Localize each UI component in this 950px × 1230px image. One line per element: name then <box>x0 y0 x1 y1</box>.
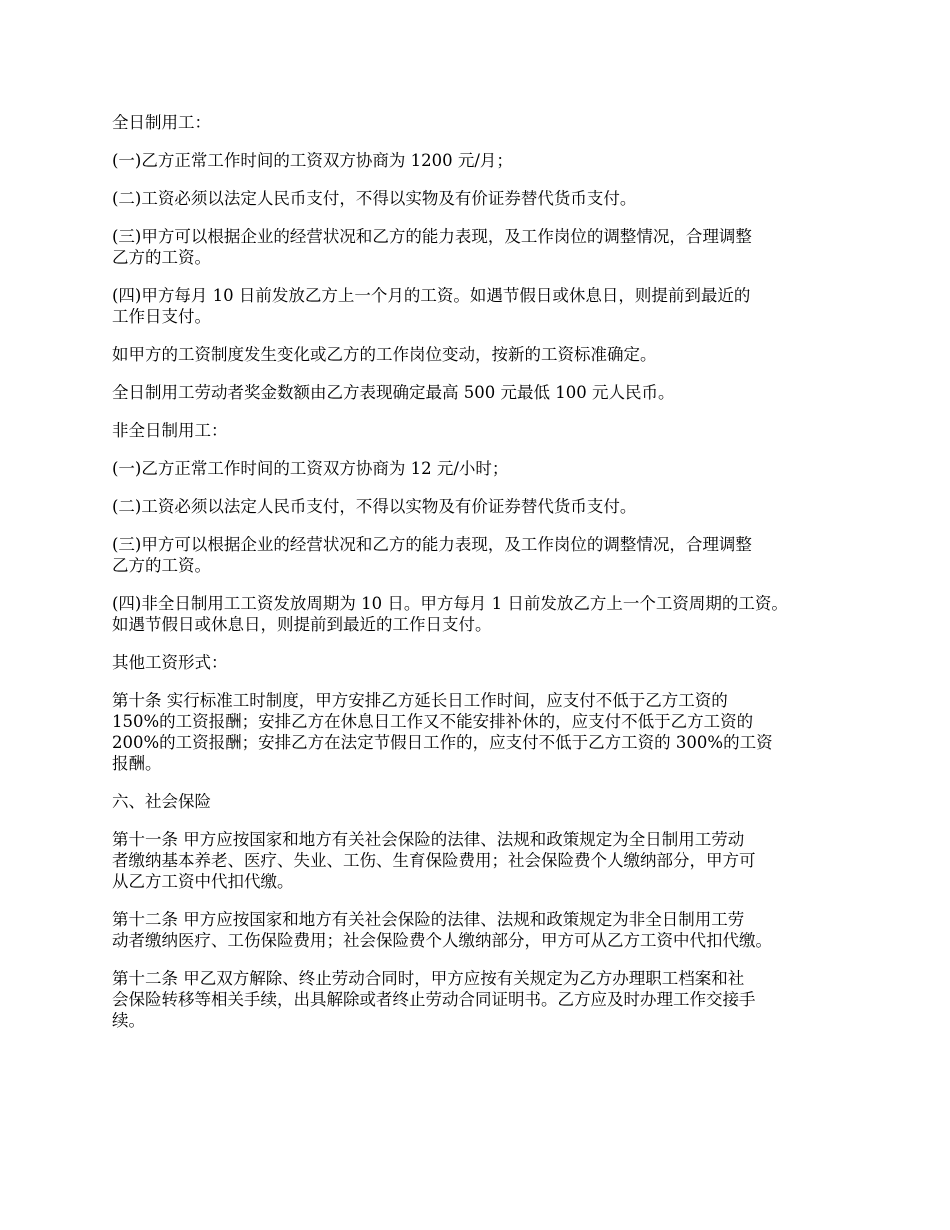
paragraph-p10 <box>112 496 840 517</box>
paragraph-p17 <box>112 909 840 951</box>
paragraph-line: (三)甲方可以根据企业的经营状况和乙方的能力表现，及工作岗位的调整情况，合理调整 <box>112 535 752 554</box>
paragraph-p1 <box>112 112 840 133</box>
paragraph-line: 续。 <box>112 1011 145 1030</box>
paragraph-line: 六、社会保险 <box>112 792 211 811</box>
paragraph-p2 <box>112 150 840 171</box>
paragraph-line: (三)甲方可以根据企业的经营状况和乙方的能力表现，及工作岗位的调整情况，合理调整 <box>112 227 752 246</box>
paragraph-line: (四)甲方每月 10 日前发放乙方上一个月的工资。如遇节假日或休息日，则提前到最近的 <box>112 286 751 305</box>
paragraph-p14 <box>112 690 840 774</box>
paragraph-p12 <box>112 593 840 635</box>
paragraph-p6 <box>112 344 840 365</box>
paragraph-line: (四)非全日制用工工资发放周期为 10 日。甲方每月 1 日前发放乙方上一个工资周期的工资。 <box>112 594 788 613</box>
paragraph-p9 <box>112 458 840 479</box>
paragraph-line: 全日制用工： <box>112 113 211 132</box>
paragraph-line: 报酬。 <box>112 754 162 773</box>
paragraph-p5 <box>112 285 840 327</box>
paragraph-line: (二)工资必须以法定人民币支付，不得以实物及有价证券替代货币支付。 <box>112 497 637 516</box>
paragraph-p15 <box>112 791 840 812</box>
paragraph-line: 全日制用工劳动者奖金数额由乙方表现确定最高 500 元最低 100 元人民币。 <box>112 383 675 402</box>
paragraph-p8 <box>112 420 840 441</box>
paragraph-p11 <box>112 534 840 576</box>
paragraph-line: 150%的工资报酬；安排乙方在休息日工作又不能安排补休的，应支付不低于乙方工资的 <box>112 712 754 731</box>
paragraph-line: 会保险转移等相关手续，出具解除或者终止劳动合同证明书。乙方应及时办理工作交接手 <box>112 990 756 1009</box>
paragraph-line: 第十条 实行标准工时制度，甲方安排乙方延长日工作时间，应支付不低于乙方工资的 <box>112 691 728 710</box>
paragraph-p7 <box>112 382 840 403</box>
paragraph-line: 第十一条 甲方应按国家和地方有关社会保险的法律、法规和政策规定为全日制用工劳动 <box>112 830 745 849</box>
paragraph-line: 第十二条 甲乙双方解除、终止劳动合同时，甲方应按有关规定为乙方办理职工档案和社 <box>112 969 745 988</box>
paragraph-line: 乙方的工资。 <box>112 556 211 575</box>
paragraph-line: 者缴纳基本养老、医疗、失业、工伤、生育保险费用；社会保险费个人缴纳部分，甲方可 <box>112 851 756 870</box>
paragraph-p4 <box>112 226 840 268</box>
paragraph-line: 第十二条 甲方应按国家和地方有关社会保险的法律、法规和政策规定为非全日制用工劳 <box>112 910 745 929</box>
paragraph-line: 动者缴纳医疗、工伤保险费用；社会保险费个人缴纳部分，甲方可从乙方工资中代扣代缴。 <box>112 931 772 950</box>
document-body <box>112 112 840 1048</box>
paragraph-line: (一)乙方正常工作时间的工资双方协商为 12 元/小时； <box>112 459 509 478</box>
paragraph-line: 其他工资形式： <box>112 653 228 672</box>
paragraph-p18 <box>112 968 840 1031</box>
paragraph-line: (二)工资必须以法定人民币支付，不得以实物及有价证券替代货币支付。 <box>112 189 637 208</box>
paragraph-line: 乙方的工资。 <box>112 248 211 267</box>
paragraph-line: 如甲方的工资制度发生变化或乙方的工作岗位变动，按新的工资标准确定。 <box>112 345 657 364</box>
paragraph-line: 工作日支付。 <box>112 307 211 326</box>
paragraph-line: 如遇节假日或休息日，则提前到最近的工作日支付。 <box>112 615 492 634</box>
paragraph-line: 从乙方工资中代扣代缴。 <box>112 872 294 891</box>
paragraph-line: 非全日制用工： <box>112 421 228 440</box>
paragraph-line: (一)乙方正常工作时间的工资双方协商为 1200 元/月； <box>112 151 513 170</box>
paragraph-p16 <box>112 829 840 892</box>
paragraph-p13 <box>112 652 840 673</box>
paragraph-p3 <box>112 188 840 209</box>
paragraph-line: 200%的工资报酬；安排乙方在法定节假日工作的，应支付不低于乙方工资的 300%的工资 <box>112 733 773 752</box>
